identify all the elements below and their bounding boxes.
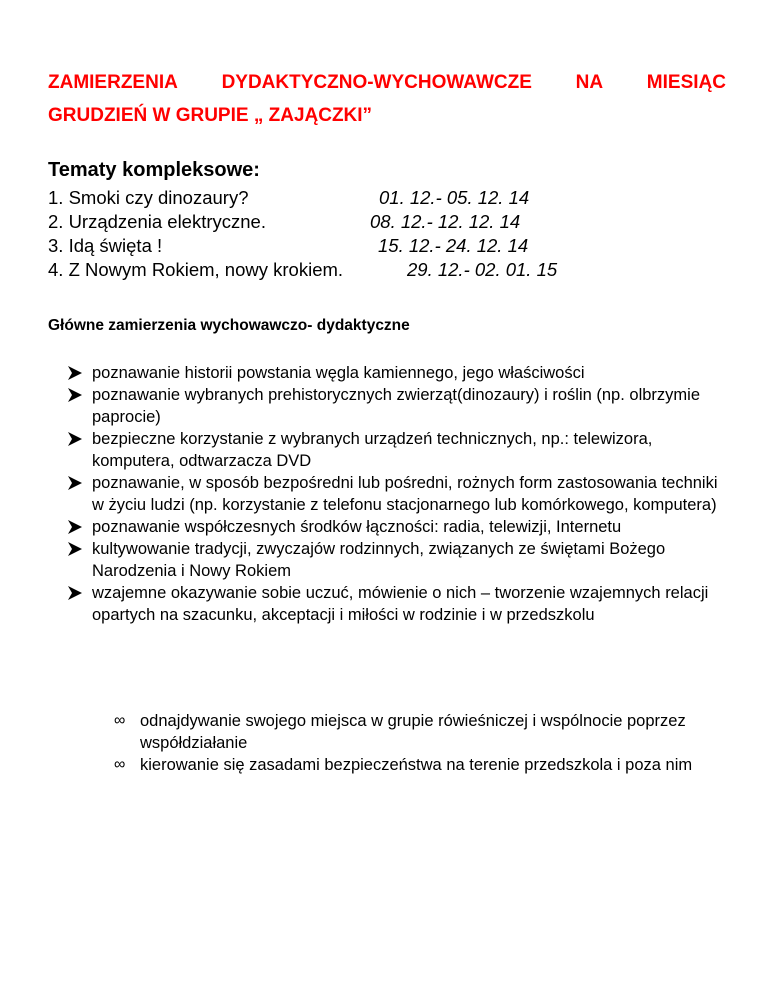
topics-list xyxy=(48,186,558,282)
title-line-1 xyxy=(48,66,726,99)
topics-heading: Tematy kompleksowe: xyxy=(48,159,260,181)
arrow-bullet-icon xyxy=(66,539,84,559)
topic-dates: 15. 12.- 24. 12. 14 xyxy=(378,235,529,256)
arrow-bullet-icon xyxy=(66,385,84,405)
infinity-bullet-icon: ∞ xyxy=(114,756,126,773)
arrow-bullet-icon xyxy=(66,517,84,537)
infinity-bullet-icon: ∞ xyxy=(114,712,126,729)
goals-list xyxy=(66,362,726,626)
topic-label: 1. Smoki czy dinozaury? xyxy=(48,187,249,208)
topic-dates: 01. 12.- 05. 12. 14 xyxy=(379,187,530,208)
goal-item xyxy=(66,428,726,472)
goal-text: poznawanie wybranych prehistorycznych zwierząt(dinozaury) i roślin (np. olbrzymie paprocie) xyxy=(92,386,700,426)
topic-item xyxy=(48,186,530,210)
extra-goal-text: odnajdywanie swojego miejsca w grupie rówieśniczej i wspólnocie poprzez współdziałanie xyxy=(140,712,686,752)
arrow-bullet-icon xyxy=(66,473,84,493)
topic-label: 4. Z Nowym Rokiem, nowy krokiem. xyxy=(48,259,344,280)
extra-goal-text: kierowanie się zasadami bezpieczeństwa na terenie przedszkola i poza nim xyxy=(140,756,693,774)
title-word-1: ZAMIERZENIA xyxy=(48,72,178,93)
topic-dates: 08. 12.- 12. 12. 14 xyxy=(370,211,521,232)
goal-text: poznawanie, w sposób bezpośredni lub pośredni, rożnych form zastosowania techniki w życiu ludzi (np. korzystanie z telefonu stacjonarnego lub komórkowego, komputera) xyxy=(92,474,718,514)
title-line-2: GRUDZIEŃ W GRUPIE „ ZAJĄCZKI” xyxy=(48,105,373,126)
topic-dates: 29. 12.- 02. 01. 15 xyxy=(407,259,558,280)
document-title xyxy=(48,66,726,132)
goal-item xyxy=(66,538,726,582)
goal-item xyxy=(66,516,726,538)
goal-text: bezpieczne korzystanie z wybranych urządzeń technicznych, np.: telewizora, komputera, odtwarzacza DVD xyxy=(92,430,653,470)
arrow-bullet-icon xyxy=(66,363,84,383)
title-word-4: MIESIĄC xyxy=(646,72,726,93)
goal-item xyxy=(66,384,726,428)
goal-text: poznawanie historii powstania węgla kamiennego, jego właściwości xyxy=(92,364,585,382)
extra-goals-list xyxy=(114,710,704,776)
goal-item xyxy=(66,582,726,626)
topic-label: 2. Urządzenia elektryczne. xyxy=(48,211,266,232)
arrow-bullet-icon xyxy=(66,583,84,603)
extra-goal-item xyxy=(114,710,704,754)
title-word-2: DYDAKTYCZNO-WYCHOWAWCZE xyxy=(221,72,532,93)
goal-item xyxy=(66,362,726,384)
goal-item xyxy=(66,472,726,516)
title-word-3: NA xyxy=(575,72,604,93)
extra-goal-item xyxy=(114,754,704,776)
goal-text: wzajemne okazywanie sobie uczuć, mówienie o nich – tworzenie wzajemnych relacji opartych na szacunku, akceptacji i miłości w rodzinie i w przedszkolu xyxy=(92,584,709,624)
topic-item xyxy=(48,210,521,234)
goals-heading: Główne zamierzenia wychowawczo- dydaktyczne xyxy=(48,317,410,334)
topic-item xyxy=(48,258,558,282)
goal-text: poznawanie współczesnych środków łączności: radia, telewizji, Internetu xyxy=(92,518,622,536)
topic-item xyxy=(48,234,529,258)
arrow-bullet-icon xyxy=(66,429,84,449)
topic-label: 3. Idą święta ! xyxy=(48,235,163,256)
goal-text: kultywowanie tradycji, zwyczajów rodzinnych, związanych ze świętami Bożego Narodzenia i Nowy Rokiem xyxy=(92,540,666,580)
